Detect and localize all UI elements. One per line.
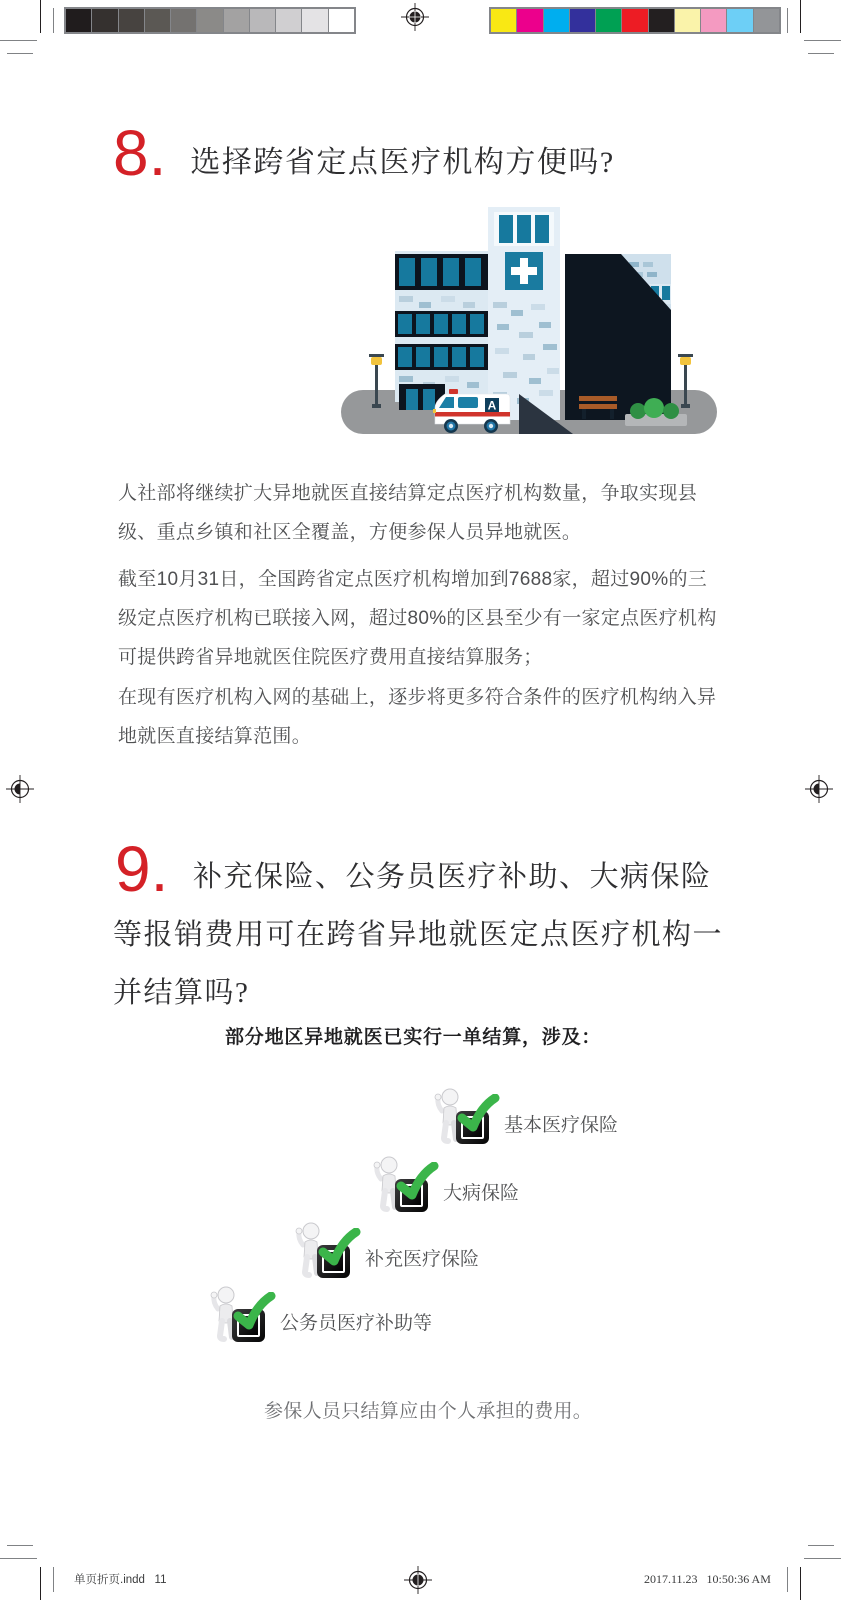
calibration-swatch	[66, 9, 91, 32]
crop-mark	[40, 0, 41, 33]
footer-timestamp: 2017.11.23 10:50:36 AM	[644, 1572, 771, 1586]
checkbox-checked-icon	[456, 1111, 489, 1144]
paragraph-2: 截至10月31日，全国跨省定点医疗机构增加到7688家，超过90%的三级定点医疗机构已联接入网，超过80%的区县至少有一家定点医疗机构可提供跨省异地就医住院医疗费用直接结算服务；	[118, 569, 717, 668]
registration-mark-bottom	[402, 1564, 434, 1596]
ambulance-letter: A	[487, 398, 497, 413]
question-8-text: 选择跨省定点医疗机构方便吗?	[190, 146, 615, 179]
checklist-item-label: 基本医疗保险	[504, 1115, 619, 1136]
grayscale-calibration-bar	[64, 7, 356, 34]
registration-mark-top	[399, 1, 431, 33]
checklist-item	[209, 1284, 432, 1342]
paragraph-3: 在现有医疗机构入网的基础上，逐步将更多符合条件的医疗机构纳入异地就医直接结算范围。	[118, 687, 717, 747]
calibration-swatch	[517, 9, 542, 32]
registration-mark-left	[4, 773, 36, 805]
color-calibration-bar	[489, 7, 781, 34]
checklist-item	[433, 1086, 618, 1144]
checklist-item	[294, 1220, 479, 1278]
crop-mark	[7, 1545, 33, 1546]
crop-mark	[808, 1545, 834, 1546]
checkbox-checked-icon	[395, 1179, 428, 1212]
crop-mark	[787, 8, 788, 33]
calibration-swatch	[92, 9, 117, 32]
calibration-swatch	[622, 9, 647, 32]
calibration-swatch	[302, 9, 327, 32]
calibration-swatch	[119, 9, 144, 32]
calibration-swatch	[276, 9, 301, 32]
calibration-swatch	[754, 9, 779, 32]
crop-mark	[787, 1567, 788, 1592]
checklist-intro: 部分地区异地就医已实行一单结算，涉及：	[225, 1027, 602, 1048]
crop-mark	[53, 8, 54, 33]
calibration-swatch	[171, 9, 196, 32]
checkbox-checked-icon	[317, 1245, 350, 1278]
crop-mark	[800, 0, 801, 33]
crop-mark	[808, 53, 834, 54]
calibration-swatch	[701, 9, 726, 32]
paragraph-1: 人社部将继续扩大异地就医直接结算定点医疗机构数量，争取实现县级、重点乡镇和社区全覆盖，方便参保人员异地就医。	[118, 483, 698, 543]
calibration-swatch	[329, 9, 354, 32]
bottom-note: 参保人员只结算应由个人承担的费用。	[264, 1401, 593, 1422]
registration-mark-right	[803, 773, 835, 805]
calibration-swatch	[675, 9, 700, 32]
crop-mark	[40, 1567, 41, 1600]
calibration-swatch	[727, 9, 752, 32]
calibration-swatch	[544, 9, 569, 32]
question-8-number: 8.	[113, 117, 167, 189]
crop-mark	[800, 1567, 801, 1600]
calibration-swatch	[491, 9, 516, 32]
question-9-text: 补充保险、公务员医疗补助、大病保险等报销费用可在跨省异地就医定点医疗机构一并结算吗?	[113, 861, 724, 1009]
crop-mark	[804, 1558, 841, 1559]
calibration-swatch	[145, 9, 170, 32]
checkbox-checked-icon	[232, 1309, 265, 1342]
calibration-swatch	[570, 9, 595, 32]
crop-mark	[804, 40, 841, 41]
calibration-swatch	[649, 9, 674, 32]
calibration-swatch	[224, 9, 249, 32]
footer-filename: 单页折页.indd 11	[74, 1574, 167, 1586]
question-9-number: 9.	[115, 833, 169, 905]
question-9-heading	[113, 833, 727, 1022]
checklist-item-label: 大病保险	[443, 1183, 520, 1204]
checklist-item-label: 补充医疗保险	[365, 1249, 480, 1270]
crop-mark	[0, 40, 37, 41]
calibration-swatch	[250, 9, 275, 32]
crop-mark	[53, 1567, 54, 1592]
crop-mark	[0, 1558, 37, 1559]
hospital-illustration	[333, 192, 725, 448]
calibration-swatch	[596, 9, 621, 32]
calibration-swatch	[197, 9, 222, 32]
checklist-item-label: 公务员医疗补助等	[280, 1313, 433, 1334]
crop-mark	[7, 53, 33, 54]
checklist-item	[372, 1154, 519, 1212]
question-8-heading	[113, 117, 727, 189]
